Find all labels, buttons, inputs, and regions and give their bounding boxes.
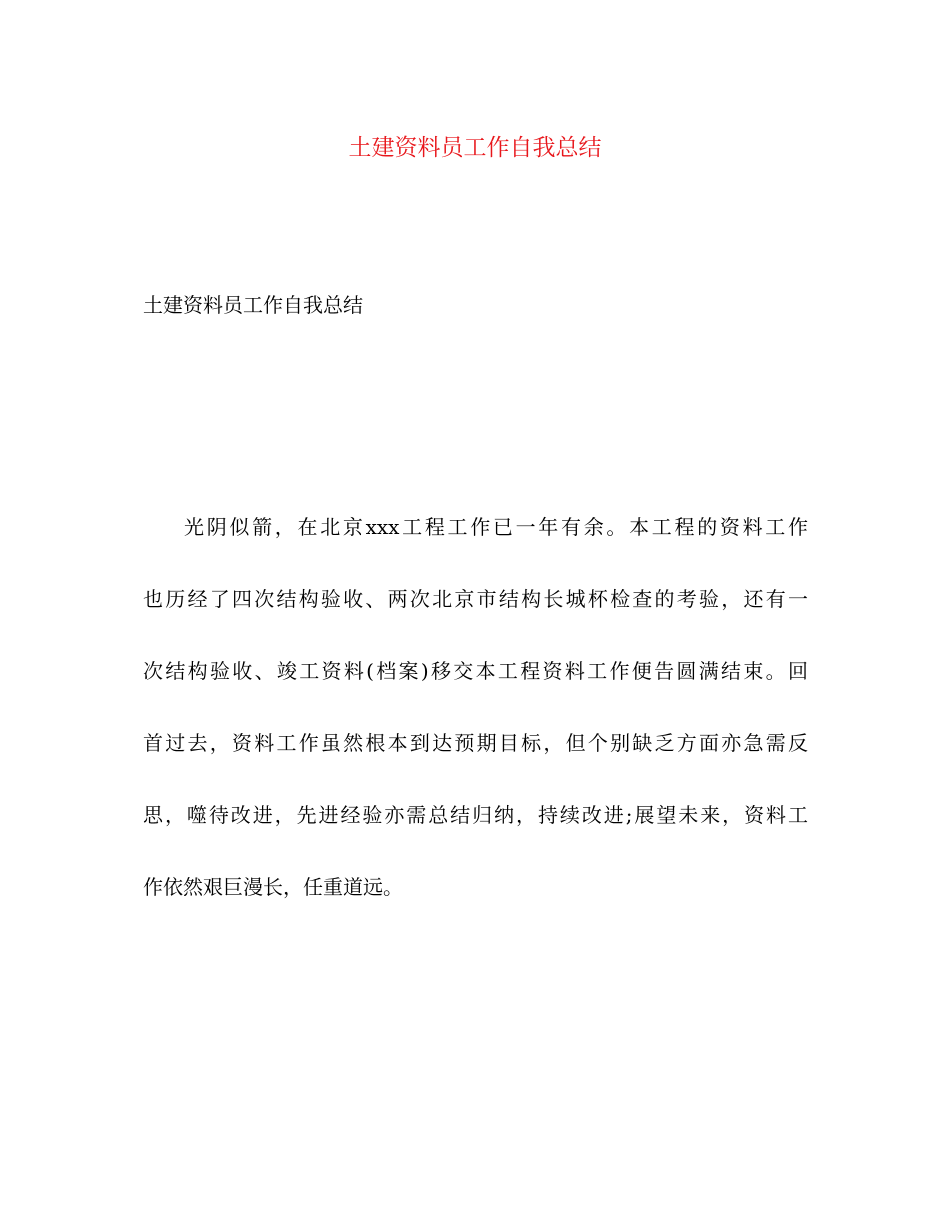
paragraph-line: 次结构验收、竣工资料(档案)移交本工程资料工作便告圆满结束。回: [143, 659, 808, 683]
paragraph-line: 也历经了四次结构验收、两次北京市结构长城杯检查的考验，还有一: [143, 587, 808, 611]
body-paragraph: [143, 505, 808, 937]
document-subtitle: 土建资料员工作自我总结: [143, 293, 363, 317]
paragraph-line: 思，噬待改进，先进经验亦需总结归纳，持续改进;展望未来，资料工: [143, 803, 808, 827]
document-title: 土建资料员工作自我总结: [348, 135, 602, 161]
paragraph-line: 光阴似箭，在北京xxx工程工作已一年有余。本工程的资料工作: [184, 515, 808, 539]
paragraph-line: 首过去，资料工作虽然根本到达预期目标，但个别缺乏方面亦急需反: [143, 731, 808, 755]
paragraph-line: 作依然艰巨漫长，任重道远。: [143, 875, 403, 899]
